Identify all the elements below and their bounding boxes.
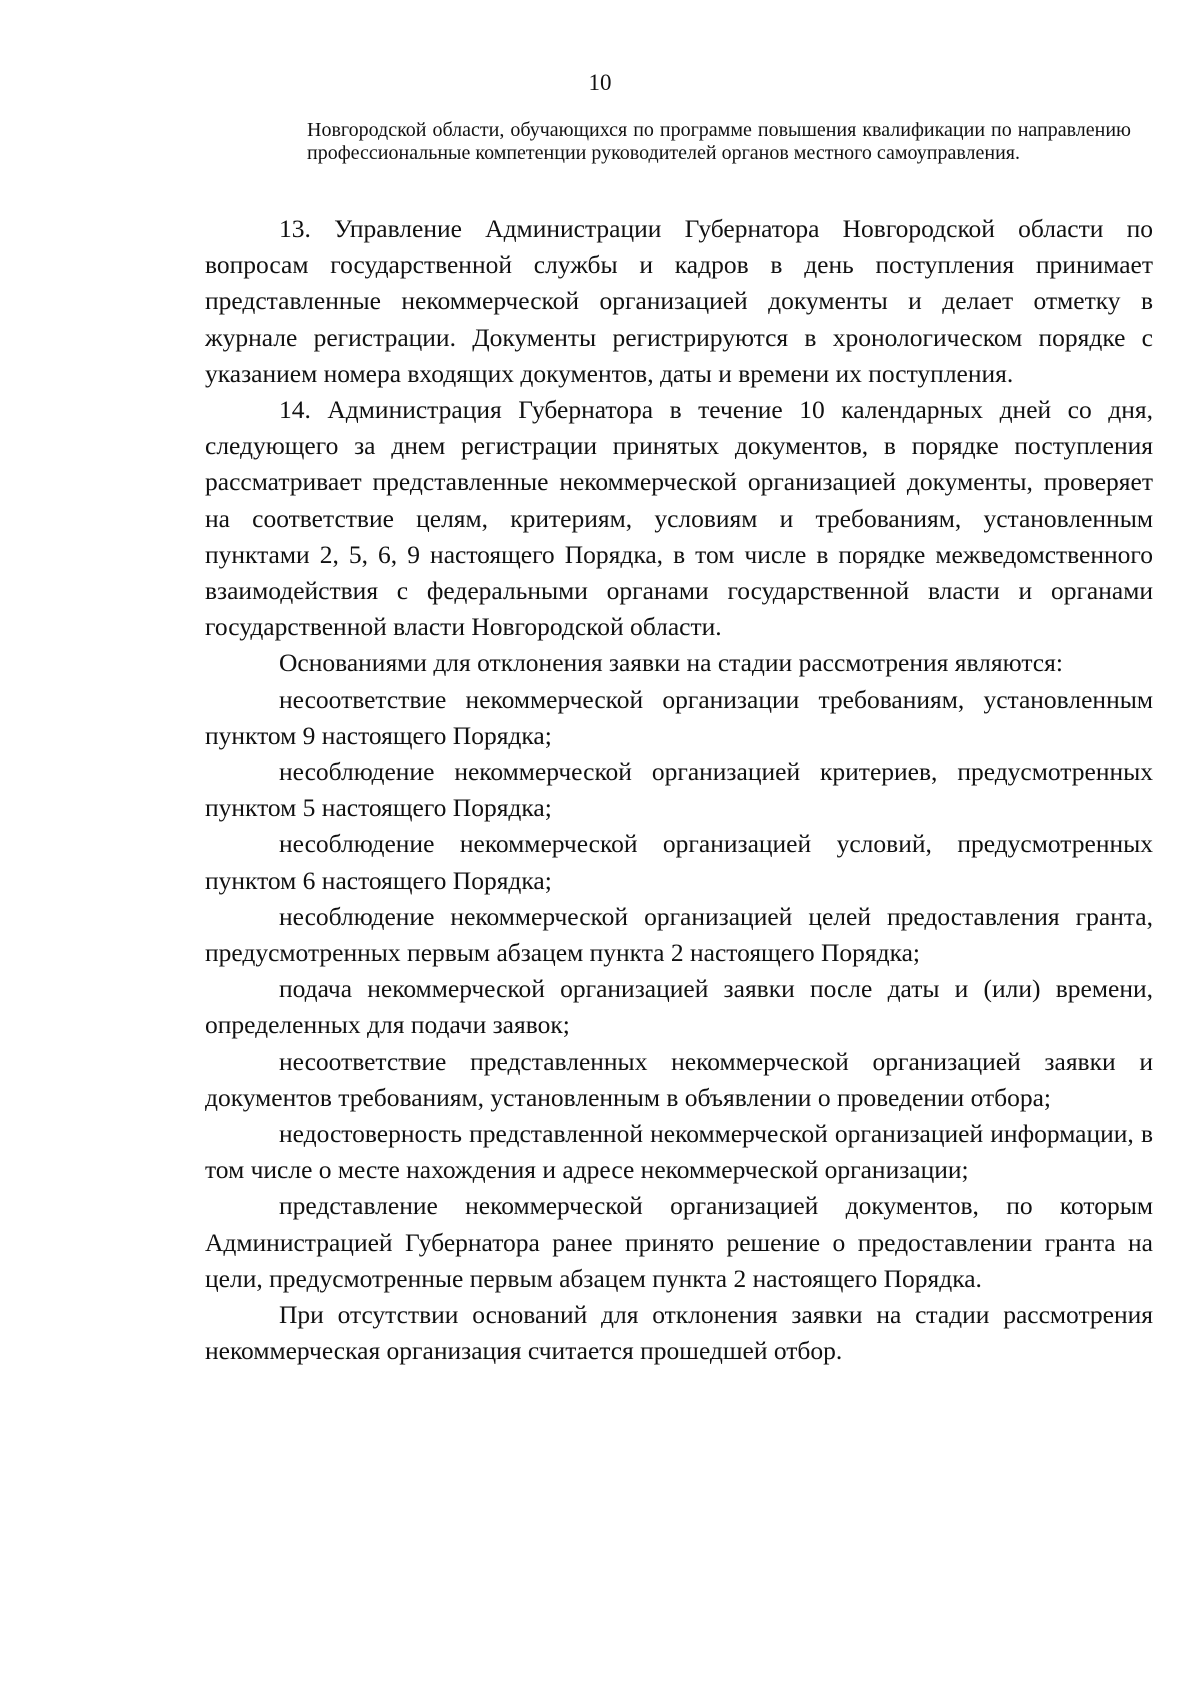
paragraph-ground-7: недостоверность представленной некоммерческой организацией информации, в том числе о месте нахождения и адресе некоммерческой организации;	[205, 1119, 1153, 1185]
paragraph-14: 14. Администрация Губернатора в течение 10 календарных дней со дня, следующего за днем регистрации принятых документов, в порядке поступления рассматривает представленные некоммерческой организацией документы, проверяет на соответствие целям, критериям, условиям и требованиям, установленным пунктами 2, 5, 6, 9 настоящего Порядка, в том числе в порядке межведомственного взаимодействия с федеральными органами государственной власти и органами государственной власти Новгородской области.	[205, 395, 1153, 642]
paragraph-ground-6: несоответствие представленных некоммерческой организацией заявки и документов требованиям, установленным в объявлении о проведении отбора;	[205, 1046, 1153, 1112]
paragraph-grounds-intro: Основаниями для отклонения заявки на стадии рассмотрения являются:	[279, 648, 1063, 678]
paragraph-ground-1: несоответствие некоммерческой организации требованиям, установленным пунктом 9 настоящего Порядка;	[205, 684, 1153, 750]
paragraph-ground-4: несоблюдение некоммерческой организацией целей предоставления гранта, предусмотренных первым абзацем пункта 2 настоящего Порядка;	[205, 901, 1153, 968]
paragraph-conclusion: При отсутствии оснований для отклонения заявки на стадии рассмотрения некоммерческая организация считается прошедшей отбор.	[205, 1300, 1153, 1366]
paragraph-ground-3: несоблюдение некоммерческой организацией условий, предусмотренных пунктом 6 настоящего Порядка;	[205, 829, 1153, 895]
document-body	[205, 211, 1153, 1370]
page-number: 10	[588, 70, 612, 95]
paragraph-ground-5: подача некоммерческой организацией заявки после даты и (или) времени, определенных для подачи заявок;	[205, 974, 1153, 1040]
paragraph-13: 13. Управление Администрации Губернатора Новгородской области по вопросам государственной службы и кадров в день поступления принимает представленные некоммерческой организацией документы и делает отметку в журнале регистрации. Документы регистрируются в хронологическом порядке с указанием номера входящих документов, даты и времени их поступления.	[205, 214, 1153, 388]
paragraph-ground-8: представление некоммерческой организацией документов, по которым Администрацией Губернатора ранее принято решение о предоставлении гранта на цели, предусмотренные первым абзацем пункта 2 настоящего Порядка.	[205, 1191, 1153, 1293]
intro-paragraph: Новгородской области, обучающихся по программе повышения квалификации по направлению профессиональные компетенции руководителей органов местного самоуправления.	[307, 119, 1131, 164]
paragraph-ground-2: несоблюдение некоммерческой организацией критериев, предусмотренных пунктом 5 настоящего Порядка;	[205, 757, 1153, 823]
